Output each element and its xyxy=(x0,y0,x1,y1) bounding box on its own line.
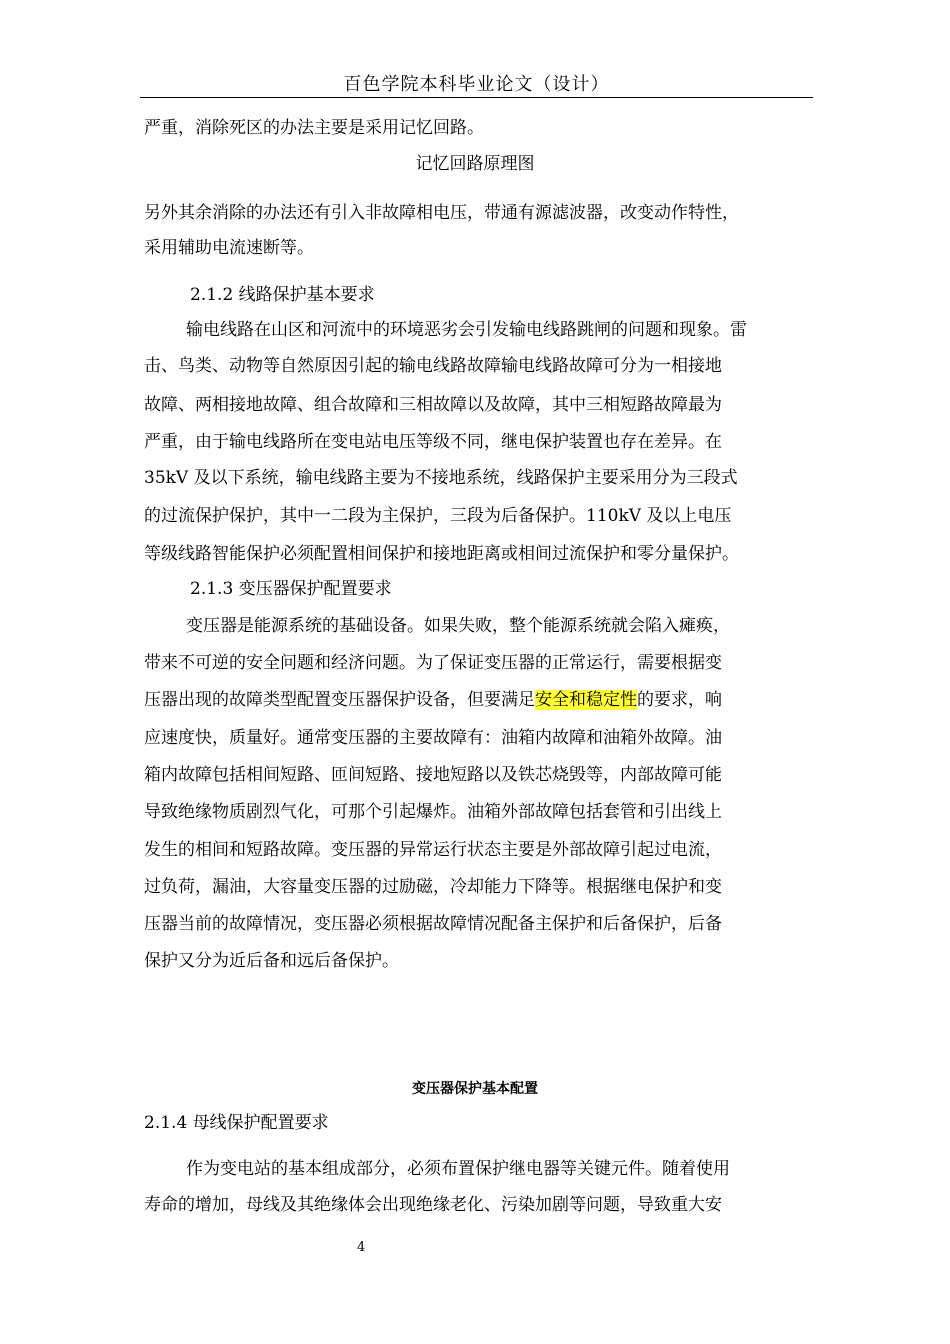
paragraph-line: 35kV 及以下系统，输电线路主要为不接地系统，线路保护主要采用分为三段式 xyxy=(144,468,738,488)
header-rule xyxy=(140,97,813,98)
paragraph-line: 发生的相间和短路故障。变压器的异常运行状态主要是外部故障引起过电流， xyxy=(144,840,722,860)
body-line: 另外其余消除的办法还有引入非故障相电压，带通有源滤波器，改变动作特性， xyxy=(144,203,739,223)
paragraph-line: 过负荷，漏油，大容量变压器的过励磁，冷却能力下降等。根据继电保护和变 xyxy=(144,877,722,897)
paragraph-line: 应速度快，质量好。通常变压器的主要故障有：油箱内故障和油箱外故障。油 xyxy=(144,728,722,748)
paragraph-line: 输电线路在山区和河流中的环境恶劣会引发输电线路跳闸的问题和现象。雷 xyxy=(186,320,747,340)
figure-caption-transformer: 变压器保护基本配置 xyxy=(412,1081,538,1097)
paragraph-line: 带来不可逆的安全问题和经济问题。为了保证变压器的正常运行，需要根据变 xyxy=(144,653,722,673)
body-line: 采用辅助电流速断等。 xyxy=(144,238,314,258)
paragraph-line: 压器当前的故障情况，变压器必须根据故障情况配备主保护和后备保护，后备 xyxy=(144,914,722,934)
paragraph-line: 作为变电站的基本组成部分，必须布置保护继电器等关键元件。随着使用 xyxy=(186,1159,730,1179)
figure-caption-memory-circuit: 记忆回路原理图 xyxy=(415,154,535,174)
paragraph-line: 保护又分为近后备和远后备保护。 xyxy=(144,951,399,971)
paragraph-line: 的过流保护保护，其中一二段为主保护，三段为后备保护。110kV 及以上电压 xyxy=(144,506,732,526)
section-heading-2-1-2: 2.1.2 线路保护基本要求 xyxy=(190,285,375,305)
text-before-highlight: 压器出现的故障类型配置变压器保护设备，但要满足 xyxy=(144,690,535,710)
paragraph-line: 寿命的增加，母线及其绝缘体会出现绝缘老化、污染加剧等问题，导致重大安 xyxy=(144,1195,722,1215)
paragraph-line: 等级线路智能保护必须配置相间保护和接地距离或相间过流保护和零分量保护。 xyxy=(144,544,739,564)
highlighted-text: 安全和稳定性 xyxy=(535,690,637,710)
body-line: 严重，消除死区的办法主要是采用记忆回路。 xyxy=(144,118,484,138)
paragraph-line: 严重，由于输电线路所在变电站电压等级不同，继电保护装置也存在差异。在 xyxy=(144,432,722,452)
paragraph-line: 故障、两相接地故障、组合故障和三相故障以及故障，其中三相短路故障最为 xyxy=(144,395,722,415)
paragraph-line: 箱内故障包括相间短路、匝间短路、接地短路以及铁芯烧毁等，内部故障可能 xyxy=(144,765,722,785)
paragraph-line-highlight xyxy=(144,689,722,711)
page-number: 4 xyxy=(357,1240,366,1255)
page-header-title: 百色学院本科毕业论文（设计） xyxy=(343,74,610,95)
section-heading-2-1-3: 2.1.3 变压器保护配置要求 xyxy=(190,579,392,599)
section-heading-2-1-4: 2.1.4 母线保护配置要求 xyxy=(144,1113,329,1133)
text-after-highlight: 的要求，响 xyxy=(637,690,722,710)
paragraph-line: 导致绝缘物质剧烈气化，可那个引起爆炸。油箱外部故障包括套管和引出线上 xyxy=(144,802,722,822)
paragraph-line: 变压器是能源系统的基础设备。如果失败，整个能源系统就会陷入瘫痪， xyxy=(186,616,730,636)
paragraph-line: 击、鸟类、动物等自然原因引起的输电线路故障输电线路故障可分为一相接地 xyxy=(144,356,722,376)
